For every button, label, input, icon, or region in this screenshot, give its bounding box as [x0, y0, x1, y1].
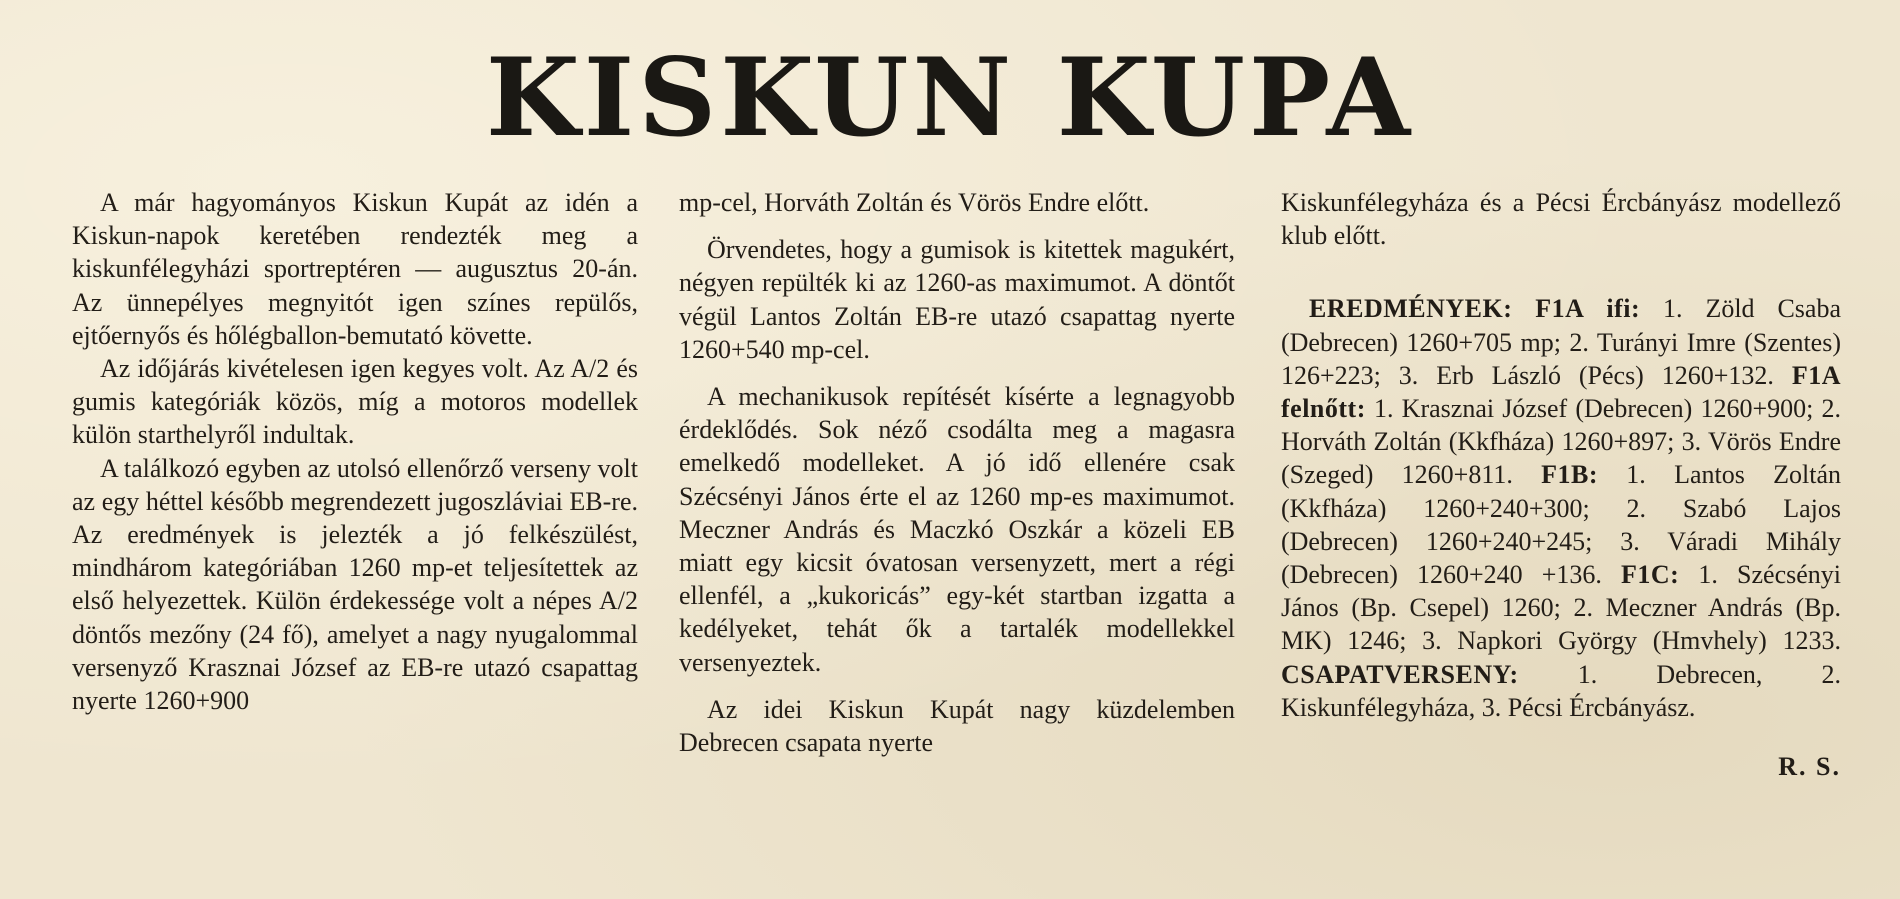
results-heading: EREDMÉNYEK: [1309, 294, 1513, 324]
paragraph-continuation: mp-cel, Horváth Zoltán és Vörös Endre előtt. [679, 188, 1150, 217]
paragraph-intro: A már hagyományos Kiskun Kupát az idén a Kiskun-napok keretében rendezték meg a kiskunfélegyházi sportreptéren — augusztus 20-án. Az ünnepélyes megnyitót igen színes repülős, ejtőernyős és hőlégballon-bemutató követte. [72, 188, 638, 350]
article-title: KISKUN KUPA [485, 35, 1415, 161]
results-f1c-text: 1. Szécsényi János (Bp. Csepel) 1260; 2. Meczner András (Bp. MK) 1246; 3. Napkori György (Hmvhely) 1233. [1281, 560, 1841, 656]
results-team-heading: CSAPATVERSENY: [1281, 659, 1519, 689]
article-column-3 [1281, 186, 1841, 783]
results-section [1281, 292, 1841, 724]
paragraph-weather: Az időjárás kivételesen igen kegyes volt. Az A/2 és gumis kategóriák közös, míg a motoros modellek külön starthelyről indultak. [72, 354, 638, 450]
results-f1a-ifi-text: 1. Zöld Csaba (Debrecen) 1260+705 mp; 2. Turányi Imre (Szentes) 126+223; 3. Erb László (Pécs) 1260+132. [1281, 294, 1841, 390]
results-f1b-text: 1. Lantos Zoltán (Kkfháza) 1260+240+300; 2. Szabó Lajos (Debrecen) 1260+240+245; 3. Váradi Mihály (Debrecen) 1260+240 +136. [1281, 460, 1841, 590]
article-column-1 [72, 186, 638, 717]
results-f1a-ifi-heading: F1A ifi: [1535, 294, 1641, 324]
results-f1a-felnott-text: 1. Krasznai József (Debrecen) 1260+900; 2. Horváth Zoltán (Kkfháza) 1260+897; 3. Vörös Endre (Szeged) 1260+811. [1281, 394, 1841, 490]
results-team-text: 1. Debrecen, 2. Kiskunfélegyháza, 3. Pécsi Ércbányász. [1281, 659, 1841, 722]
results-f1b-heading: F1B: [1541, 460, 1599, 490]
article-column-2 [679, 186, 1235, 759]
results-f1c-heading: F1C: [1621, 560, 1680, 590]
author-signature: R. S. [1778, 752, 1841, 782]
paragraph-clubs: Kiskunfélegyháza és a Pécsi Ércbányász modellező klub előtt. [1281, 188, 1841, 251]
paragraph-rubber: Örvendetes, hogy a gumisok is kitettek magukért, négyen repülték ki az 1260-as maximumot. A döntőt végül Lantos Zoltán EB-re utazó csapattag nyerte 1260+540 mp-cel. [679, 235, 1235, 364]
paragraph-mechanical: A mechanikusok repítését kísérte a legnagyobb érdeklődés. Sok néző csodálta meg a magasra emelkedő modelleket. A jó idő ellenére csak Szécsényi János érte el az 1260 mp-es maximumot. Meczner András és Maczkó Oszkár a közeli EB miatt egy kicsit óvatosan versenyzett, mert a régi ellenfél, a „kukoricás” egy-két startban izgatta a kedélyeket, tehát ők a tartalék modellekkel versenyeztek. [679, 382, 1235, 677]
paragraph-meeting: A találkozó egyben az utolsó ellenőrző verseny volt az egy héttel később megrendezett jugoszláviai EB-re. Az eredmények is jelezték a jó felkészülést, mindhárom kategóriában 1260 mp-et teljesítettek az első helyezettek. Külön érdekessége volt a népes A/2 döntős mezőny (24 fő), amelyet a nagy nyugalommal versenyző Krasznai József az EB-re utazó csapattag nyerte 1260+900 [72, 453, 638, 716]
paragraph-team-result: Az idei Kiskun Kupát nagy küzdelemben Debrecen csapata nyerte [679, 694, 1235, 758]
results-f1a-felnott-heading: F1A felnőtt: [1281, 360, 1841, 424]
